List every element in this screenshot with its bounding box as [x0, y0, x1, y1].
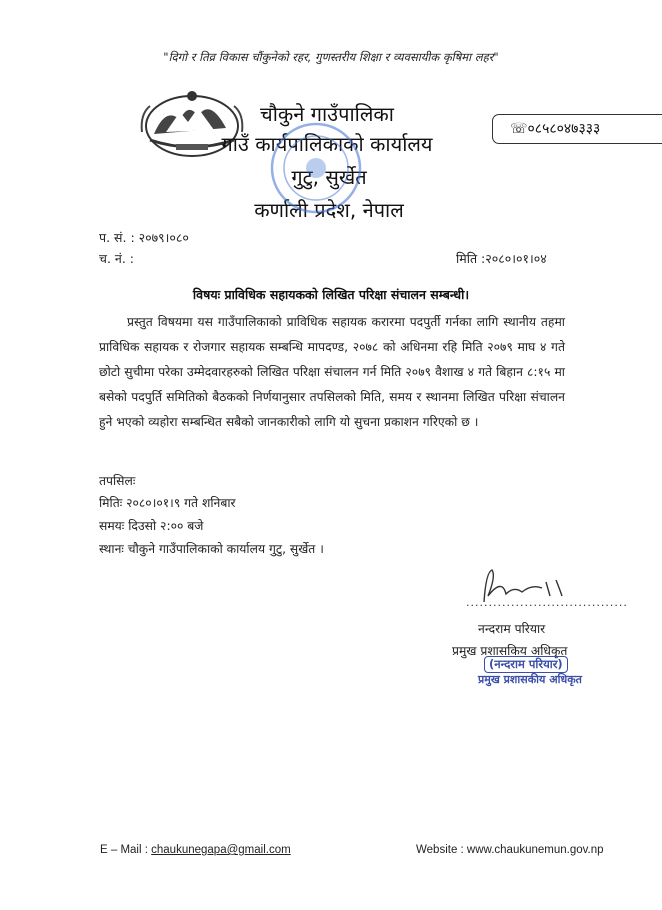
schedule-place: स्थानः चौकुने गाउँपालिकाको कार्यालय गुटु, सुर्खेत ।: [99, 542, 324, 556]
phone-number: ☏०८५८०४७३३३: [510, 121, 601, 137]
email-label: E – Mail :: [100, 844, 152, 856]
email-link[interactable]: chaukunegapa@gmail.com: [151, 844, 291, 856]
seal-title: प्रमुख प्रशासकीय अधिकृत: [478, 673, 582, 686]
province-country: कर्णाली प्रदेश, नेपाल: [254, 198, 404, 222]
footer-email: [100, 844, 291, 856]
seal-name: (नन्दराम परियार): [484, 656, 568, 673]
office-name: गाउँ कार्यपालिकाको कार्यालय: [221, 132, 433, 156]
letter-ref-number: प. सं. : २०७९।०८०: [99, 230, 189, 245]
notice-body: प्रस्तुत विषयमा यस गाउँपालिकाको प्राविधिक सहायक करारमा पदपुर्ती गर्नका लागि स्थानीय तहमा प्राविधिक सहायक र रोजगार सहायक सम्बन्धि मापदण्ड, २०७८ को अधिनमा रहि मिति २०७९ माघ ४ गते छोटो सुचीमा परेका उम्मेदवारहरुको लिखित परिक्षा संचालन गर्न मिति २०७९ वैशाख ४ गते बिहान ८:१५ मा बसेको पदपुर्ति समितिको बैठकको निर्णयानुसार तपसिलको मिति, समय र स्थानमा लिखित परिक्षा संचालन हुने भएको व्यहोरा सम्बन्धित सबैको जानकारीको लागि यो सुचना प्रकाशन गरिएको छ ।: [99, 315, 565, 429]
footer-website: [416, 844, 604, 856]
subject-line: विषयः प्राविधिक सहायकको लिखित परिक्षा संचालन सम्बन्धी।: [192, 287, 470, 302]
signatory-title: प्रमुख प्रशासकिय अधिकृत: [452, 644, 568, 658]
letter-date: मिति :२०८०।०१।०४: [456, 251, 547, 266]
org-name: चौकुने गाउँपालिका: [260, 102, 394, 126]
schedule-time: समयः दिउसो २:०० बजे: [99, 519, 204, 533]
website-link[interactable]: www.chaukunemun.gov.np: [466, 844, 604, 856]
website-label: Website :: [416, 844, 467, 856]
office-address: गुटु, सुर्खेत: [291, 165, 367, 189]
schedule-date: मितिः २०८०।०१।९ गते शनिबार: [99, 496, 236, 510]
office-stamp-icon: [268, 120, 364, 216]
schedule-heading: तपसिलः: [99, 474, 136, 488]
signature-dots: ....................................: [466, 596, 628, 609]
slogan: "दिगो र तिव्र विकास चौंकुनेको रहर, गुणस्तरीय शिक्षा र व्यवसायीक कृषिमा लहर": [163, 50, 499, 64]
signatory-name: नन्दराम परियार: [478, 622, 546, 636]
dispatch-number: च. नं. :: [99, 251, 134, 266]
